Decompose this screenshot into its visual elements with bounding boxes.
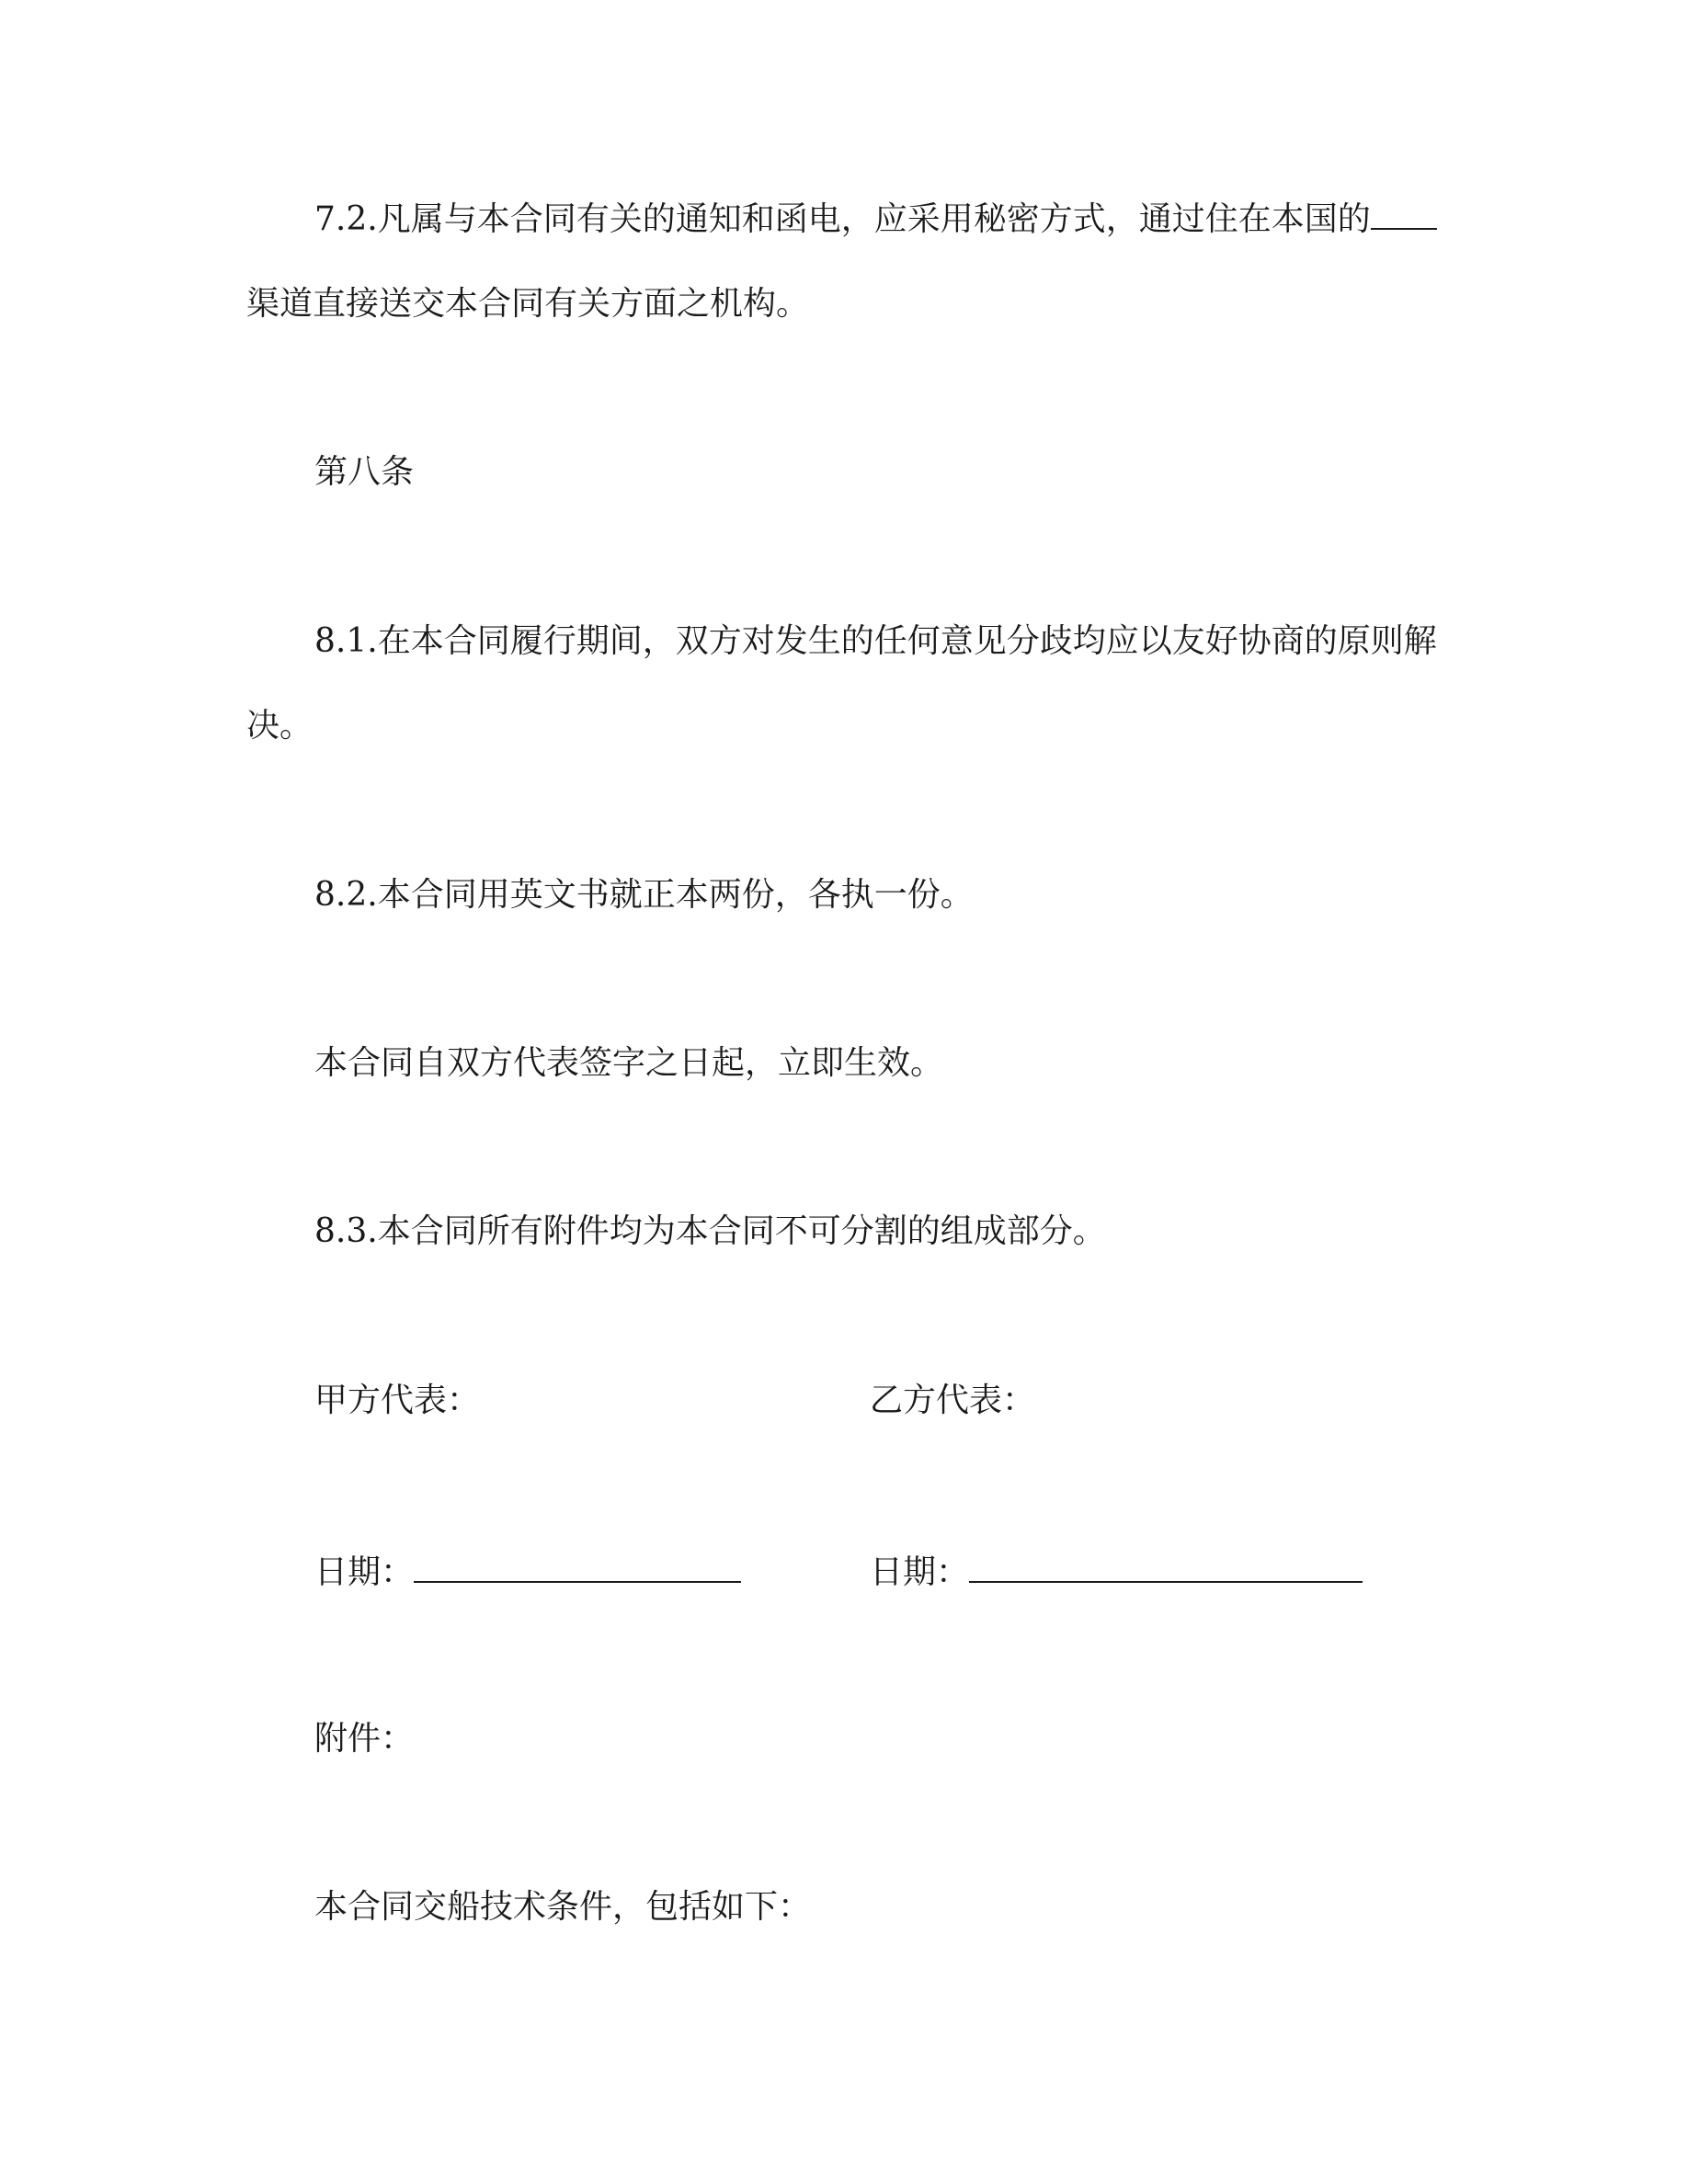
party-a-date-blank bbox=[414, 1553, 741, 1583]
party-a-date-row bbox=[314, 1553, 741, 1589]
clause-8-1-line-1: 8.1.在本合同履行期间，双方对发生的任何意见分歧均应以友好协商的原则解 bbox=[314, 622, 1437, 660]
party-b-date-label: 日期： bbox=[870, 1553, 970, 1591]
party-b-date-row bbox=[870, 1553, 1363, 1589]
article-8-heading: 第八条 bbox=[314, 453, 415, 491]
party-b-representative-label: 乙方代表： bbox=[870, 1382, 1036, 1419]
clause-8-2: 8.2.本合同用英文书就正本两份，各执一份。 bbox=[314, 876, 974, 914]
clause-7-2-line-1 bbox=[314, 200, 1437, 236]
clause-8-1-line-2: 决。 bbox=[246, 707, 314, 745]
delivery-conditions-intro: 本合同交船技术条件，包括如下： bbox=[314, 1888, 812, 1926]
party-a-date-label: 日期： bbox=[314, 1553, 415, 1591]
clause-7-2-line-2: 渠道直接送交本合同有关方面之机构。 bbox=[246, 285, 810, 323]
attachment-label: 附件： bbox=[314, 1720, 415, 1757]
effective-clause: 本合同自双方代表签字之日起，立即生效。 bbox=[314, 1044, 944, 1082]
clause-8-3: 8.3.本合同所有附件均为本合同不可分割的组成部分。 bbox=[314, 1212, 1106, 1250]
clause-7-2-text: 7.2.凡属与本合同有关的通知和函电，应采用秘密方式，通过住在本国的 bbox=[314, 200, 1371, 238]
party-a-representative-label: 甲方代表： bbox=[314, 1382, 481, 1419]
blank-underline bbox=[1371, 200, 1437, 230]
party-b-date-blank bbox=[969, 1553, 1363, 1583]
